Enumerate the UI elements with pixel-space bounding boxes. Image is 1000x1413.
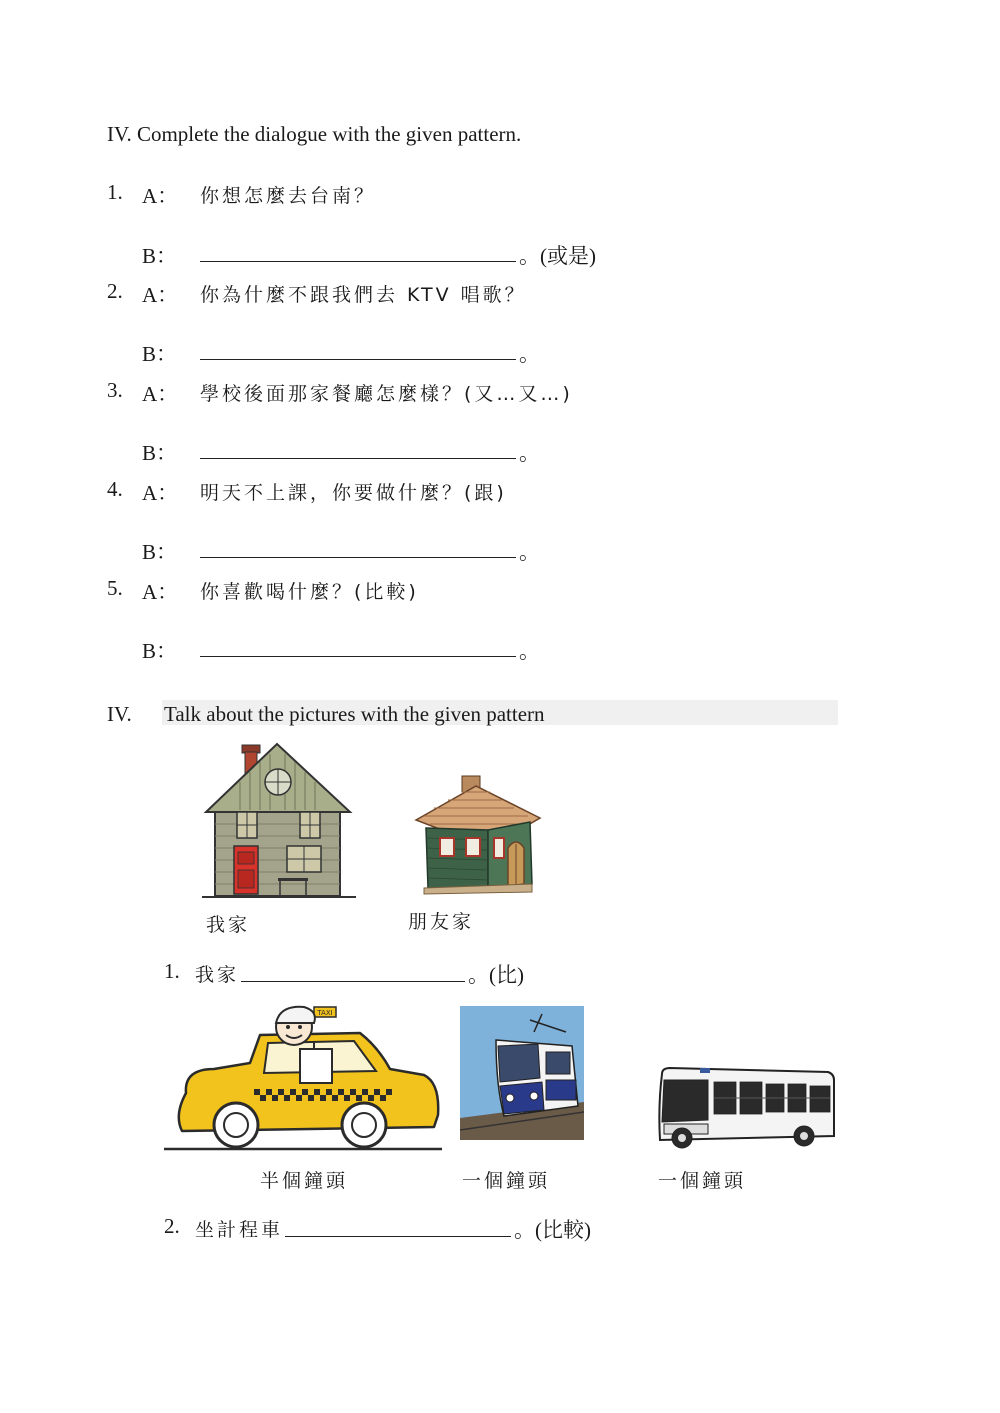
item4-b-label: B： <box>142 540 178 564</box>
bus-illustration <box>656 1066 836 1150</box>
section1-heading: IV. Complete the dialogue with the given pattern. <box>107 122 522 146</box>
section2-heading: Talk about the pictures with the given pattern <box>164 702 545 726</box>
item5-b-label: B： <box>142 639 178 663</box>
item1-a-label: A： <box>142 184 179 208</box>
taxi-roof-sign: TAXI <box>317 1009 333 1017</box>
q1-answer-field[interactable] <box>241 959 465 982</box>
item4-number: 4. <box>107 477 123 501</box>
q1-answer-end: 。(比) <box>468 963 524 987</box>
item3-answer-end: 。 <box>519 441 540 465</box>
item5-a-label: A： <box>142 580 179 604</box>
q1-prefix: 我家 <box>195 964 240 986</box>
item2-b-label: B： <box>142 342 178 366</box>
my-house-illustration <box>200 742 360 902</box>
item3-answer-field[interactable] <box>200 436 516 459</box>
item2-a-label: A： <box>142 283 179 307</box>
q2-prefix: 坐計程車 <box>195 1219 284 1241</box>
item3-a-label: A： <box>142 382 179 406</box>
tram-illustration <box>460 1006 584 1140</box>
q2-answer-field[interactable] <box>285 1214 511 1237</box>
q2-number: 2. <box>164 1214 180 1238</box>
item2-number: 2. <box>107 279 123 303</box>
item2-answer-field[interactable] <box>200 337 516 360</box>
item5-number: 5. <box>107 576 123 600</box>
item3-question: 學校後面那家餐廳怎麼樣？(又…又…) <box>200 383 573 405</box>
item2-answer-end: 。 <box>519 342 540 366</box>
item1-question: 你想怎麼去台南？ <box>200 185 377 207</box>
item5-answer-field[interactable] <box>200 634 516 657</box>
tram-time-label: 一個鐘頭 <box>462 1170 551 1192</box>
q2-answer-end: 。(比較) <box>514 1218 591 1242</box>
friend-house-illustration <box>406 772 546 897</box>
item5-question: 你喜歡喝什麼？(比較) <box>200 581 419 603</box>
taxi-illustration <box>164 1003 444 1153</box>
my-house-label: 我家 <box>206 914 251 936</box>
item1-b-label: B： <box>142 244 178 268</box>
item1-number: 1. <box>107 180 123 204</box>
taxi-time-label: 半個鐘頭 <box>260 1170 349 1192</box>
q1-number: 1. <box>164 959 180 983</box>
item2-question: 你為什麼不跟我們去 KTV 唱歌？ <box>200 284 527 306</box>
item1-answer-end: 。(或是) <box>519 244 596 268</box>
item4-answer-field[interactable] <box>200 535 516 558</box>
item5-answer-end: 。 <box>519 639 540 663</box>
item3-number: 3. <box>107 378 123 402</box>
bus-time-label: 一個鐘頭 <box>658 1170 747 1192</box>
section2-number: IV. <box>107 702 132 726</box>
item4-a-label: A： <box>142 481 179 505</box>
item1-answer-field[interactable] <box>200 239 516 262</box>
friend-house-label: 朋友家 <box>408 911 475 933</box>
item4-answer-end: 。 <box>519 540 540 564</box>
item4-question: 明天不上課，你要做什麼？(跟) <box>200 482 507 504</box>
item3-b-label: B： <box>142 441 178 465</box>
